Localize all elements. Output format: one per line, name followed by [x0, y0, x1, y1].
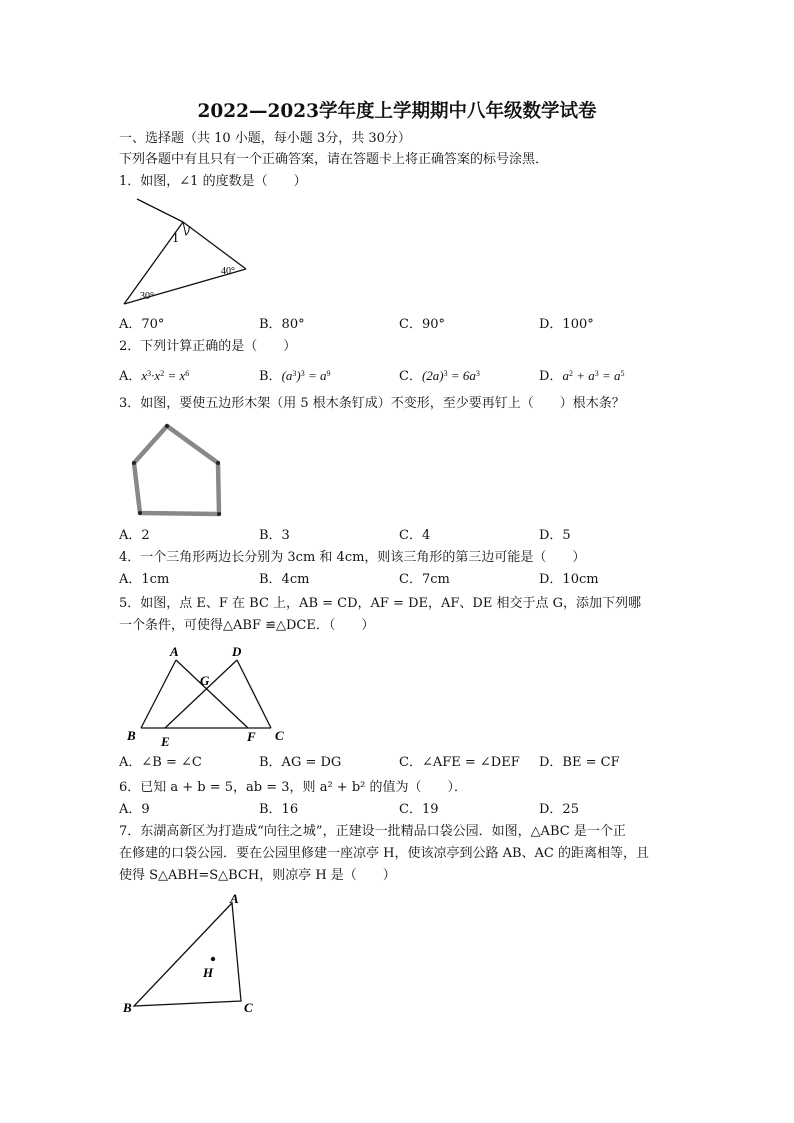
q5-stem-line2: 一个条件，可使得△ABF ≌△DCE．（ ） [119, 618, 375, 633]
q7-stem-line2: 在修建的口袋公园．要在公园里修建一座凉亭 H，使该凉亭到公路 AB、AC 的距离相等，且 [119, 846, 650, 861]
q4-option-a: A．1cm [119, 572, 170, 587]
q4-option-c: C．7cm [399, 572, 450, 587]
q4-option-b: B．4cm [259, 572, 310, 587]
q4-stem: 4．一个三角形两边长分别为 3cm 和 4cm，则该三角形的第三边可能是（ ） [119, 550, 586, 565]
section-heading: 一、选择题（共 10 小题，每小题 3分，共 30分） [119, 131, 411, 146]
q1-angle-30-label: 30° [140, 291, 154, 302]
q1-stem: 1．如图，∠1 的度数是（ ） [119, 174, 307, 189]
q6-option-c: C．19 [399, 802, 439, 817]
q7-label-b: B [123, 1000, 132, 1015]
q5-label-c: C [275, 728, 284, 743]
q6-stem: 6．已知 a + b = 5，ab = 3，则 a² + b² 的值为（ ）． [119, 780, 467, 795]
q5-option-d: D．BE = CF [539, 755, 620, 770]
q1-option-a: A．70° [119, 317, 165, 332]
q5-label-e: E [161, 734, 170, 749]
q3-stem: 3．如图，要使五边形木架（用 5 根木条钉成）不变形，至少要再钉上（ ）根木条？ [119, 396, 625, 411]
q2-option-a: A．$x^3\cdot x^2 = x^6$ [119, 368, 190, 384]
q5-label-f: F [247, 729, 256, 744]
q5-label-g: G [200, 673, 210, 688]
q5-label-d: D [232, 644, 242, 659]
q6-option-a: A．9 [119, 802, 150, 817]
q1-option-c: C．90° [399, 317, 445, 332]
q1-angle1-label: 1 [172, 231, 179, 246]
q1-option-d: D．100° [539, 317, 594, 332]
q2-stem: 2．下列计算正确的是（ ） [119, 339, 297, 354]
q3-option-a: A．2 [119, 528, 150, 543]
q6-option-b: B．16 [259, 802, 299, 817]
page-title: 2022—2023学年度上学期期中八年级数学试卷 [197, 101, 597, 122]
q7-label-a: A [230, 891, 239, 906]
q7-stem-line1: 7．东湖高新区为打造成“向往之城”，正建设一批精品口袋公园．如图，△ABC 是一个正 [119, 824, 626, 839]
q5-option-c: C．∠AFE = ∠DEF [399, 755, 520, 770]
q7-label-c: C [244, 1000, 253, 1015]
q3-option-b: B．3 [259, 528, 290, 543]
q3-option-c: C．4 [399, 528, 431, 543]
q5-option-b: B．AG = DG [259, 755, 342, 770]
q5-option-a: A．∠B = ∠C [119, 755, 202, 770]
q5-stem-line1: 5．如图，点 E、F 在 BC 上，AB = CD，AF = DE，AF、DE 相交于点 G，添加下列哪 [119, 596, 641, 611]
q7-stem-line3: 使得 S△ABH=S△BCH，则凉亭 H 是（ ） [119, 868, 396, 883]
q4-option-d: D．10cm [539, 572, 599, 587]
q6-option-d: D．25 [539, 802, 579, 817]
q3-option-d: D．5 [539, 528, 571, 543]
q1-option-b: B．80° [259, 317, 305, 332]
section-instruction: 下列各题中有且只有一个正确答案，请在答题卡上将正确答案的标号涂黑． [119, 152, 549, 167]
q5-label-a: A [170, 644, 179, 659]
q2-option-c: C．$(2a)^3 = 6a^3$ [399, 368, 480, 384]
q2-option-d: D．$a^2 + a^3 = a^5$ [539, 368, 625, 384]
q1-angle-40-label: 40° [221, 266, 235, 277]
q7-label-h: H [203, 965, 214, 980]
q5-label-b: B [127, 728, 136, 743]
q2-option-b: B．$(a^3)^3 = a^9$ [259, 368, 331, 384]
